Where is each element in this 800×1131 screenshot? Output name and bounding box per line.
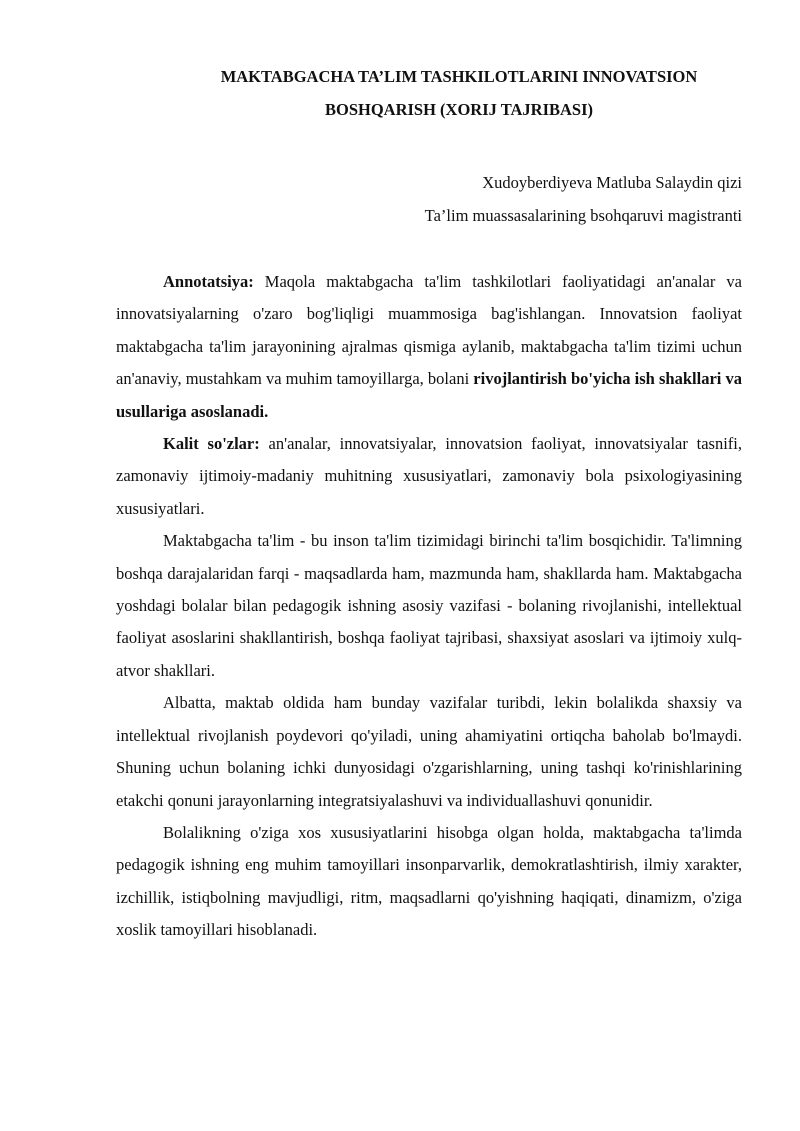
author-position: Ta’lim muassasalarining bsohqaruvi magistranti [424,206,742,225]
abstract-paragraph [116,266,742,428]
abstract-label: Annotatsiya: [163,272,254,291]
document-title [116,60,742,126]
author-name: Xudoyberdiyeva Matluba Salaydin qizi [482,173,742,192]
author-block [116,166,742,232]
document-page [116,60,742,947]
abstract-bold-end: rivojlantirish bo'yicha ish shakllari va usullariga asoslanadi. [116,369,742,421]
title-line-1: MAKTABGACHA TA’LIM TASHKILOTLARINI INNOVATSION [220,67,698,86]
body-paragraph-3: Bolalikning o'ziga xos xususiyatlarini hisobga olgan holda, maktabgacha ta'limda pedagogik ishning eng muhim tamoyillari insonparvarlik, demokratlashtirish, ilmiy xarakter, izchillik, istiqbolning mavjudligi, ritm, maqsadlarni qo'yishning haqiqati, dinamizm, o'ziga xoslik tamoyillari hisoblanadi. [116,822,742,940]
title-line-2: BOSHQARISH (XORIJ TAJRIBASI) [324,100,594,119]
document-body [116,266,742,947]
body-paragraph-2: Albatta, maktab oldida ham bunday vazifalar turibdi, lekin bolalikda shaxsiy va intellektual rivojlanish poydevori qo'yiladi, uning ahamiyatini ortiqcha baholab bo'lmaydi. Shuning uchun bolaning ichki dunyosidagi o'zgarishlarning, uning tashqi ko'rinishlarining etakchi qonuni jarayonlarning integratsiyalashuvi va individuallashuvi qonunidir. [116,693,742,810]
body-paragraph-1: Maktabgacha ta'lim - bu inson ta'lim tizimidagi birinchi ta'lim bosqichidir. Ta'limning boshqa darajalaridan farqi - maqsadlarda ham, mazmunda ham, shakllarda ham. Maktabgacha yoshdagi bolalar bilan pedagogik ishning asosiy vazifasi - bolaning rivojlanishi, intellektual faoliyat asoslarini shakllantirish, boshqa faoliyat tajribasi, shaxsiyat asoslari va ijtimoiy xulq-atvor shakllari. [116,531,742,680]
abstract-text: Maqola maktabgacha ta'lim tashkilotlari faoliyatidagi an'analar va innovatsiyalarning o'zaro bog'liqligi muammosiga bag'ishlangan. Innovatsion faoliyat maktabgacha ta'lim jarayonining ajralmas qismiga aylanib, maktabgacha ta'lim tizimi uchun an'anaviy, mustahkam va muhim tamoyillarga, bolani [116,272,742,389]
keywords-label: Kalit so'zlar: [163,434,260,454]
keywords-paragraph [116,428,742,525]
keywords-text: an'analar, innovatsiyalar, innovatsion faoliyat, innovatsiyalar tasnifi, zamonaviy ijtimoiy-madaniy muhitning xususiyatlari, zamonaviy bola psixologiyasining xususiyatlari. [116,434,743,518]
